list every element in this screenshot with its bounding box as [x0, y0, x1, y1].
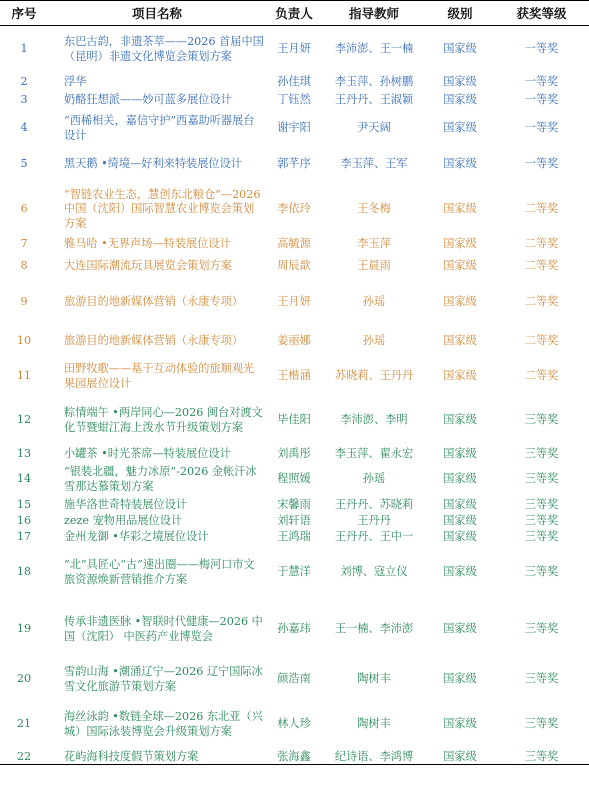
cell-advisor: 李沛澎、李明 [340, 413, 408, 427]
cell-number: 13 [16, 446, 32, 460]
cell-advisor: 孙瑶 [362, 333, 386, 347]
cell-person-in-charge: 于慧洋 [277, 565, 311, 579]
cell-person-in-charge: 王月妍 [277, 295, 311, 309]
cell-person-in-charge: 孙嘉玮 [277, 622, 311, 636]
cell-advisor: 王丹丹 [357, 513, 391, 527]
cell-person-in-charge: 高毓源 [277, 237, 311, 251]
cell-level: 国家级 [443, 717, 477, 731]
cell-award: 三等奖 [524, 472, 559, 486]
cell-level: 国家级 [443, 529, 477, 543]
cell-level: 国家级 [443, 42, 477, 56]
cell-level: 国家级 [443, 237, 477, 251]
table-row [0, 183, 589, 237]
cell-advisor: 王丹丹、王中一 [334, 529, 414, 543]
cell-person-in-charge: 王月妍 [277, 42, 311, 56]
table-row [0, 600, 589, 660]
cell-number: 7 [20, 237, 28, 251]
cell-person-in-charge: 王楷涵 [277, 369, 311, 383]
cell-project-name: “智链农业生态，慧创东北粮仓”—2026 中国（沈阳）国际智慧农业博览会策划方案 [64, 187, 261, 230]
cell-advisor: 李玉萍、孙树鹏 [334, 74, 414, 88]
cell-award: 三等奖 [524, 672, 559, 686]
cell-level: 国家级 [443, 446, 477, 460]
cell-award: 二等奖 [524, 202, 559, 216]
table-row [0, 253, 589, 281]
cell-number: 15 [16, 497, 32, 511]
cell-project-name: zeze 宠物用品展位设计 [64, 513, 183, 527]
cell-number: 3 [20, 93, 28, 107]
cell-advisor: 王晨雨 [357, 259, 391, 273]
table-row [0, 750, 589, 765]
cell-number: 9 [20, 295, 28, 309]
cell-person-in-charge: 林人珍 [277, 717, 311, 731]
table-row [0, 497, 589, 514]
cell-level: 国家级 [443, 565, 477, 579]
table-row [0, 529, 589, 546]
cell-level: 国家级 [443, 93, 477, 107]
cell-award: 一等奖 [524, 42, 559, 56]
cell-person-in-charge: 宋馨雨 [277, 497, 311, 511]
cell-award: 三等奖 [524, 622, 559, 636]
cell-level: 国家级 [443, 74, 477, 88]
cell-person-in-charge: 李依玲 [277, 202, 311, 216]
header-person-in-charge: 负责人 [266, 1, 322, 26]
cell-level: 国家级 [443, 259, 477, 273]
table-row [0, 700, 589, 750]
cell-number: 21 [16, 717, 32, 731]
cell-person-in-charge: 刘禹彤 [277, 446, 311, 460]
cell-level: 国家级 [443, 622, 477, 636]
table-row [0, 546, 589, 600]
cell-number: 20 [16, 672, 32, 686]
cell-project-name: 黑天鹅 •绮境—好利来特装展位设计 [64, 157, 242, 171]
cell-person-in-charge: 颜浩南 [277, 672, 311, 686]
cell-project-name: 奶酪狂想派——妙可蓝多展位设计 [64, 93, 232, 107]
table-row [0, 446, 589, 463]
table-row [0, 26, 589, 74]
cell-award: 一等奖 [524, 121, 559, 135]
cell-person-in-charge: 毕佳阳 [277, 413, 311, 427]
cell-level: 国家级 [443, 672, 477, 686]
cell-project-name: 小罐茶 •时光茶席—特装展位设计 [64, 446, 231, 460]
table-row [0, 147, 589, 183]
header-level: 级别 [426, 1, 494, 26]
cell-project-name: 粽情端午 •两岸同心—2026 闽台对渡文化节暨蚶江海上泼水节升级策划方案 [64, 405, 263, 434]
cell-person-in-charge: 谢宇阳 [277, 121, 311, 135]
cell-level: 国家级 [443, 413, 477, 427]
cell-level: 国家级 [443, 157, 477, 171]
cell-award: 三等奖 [524, 446, 559, 460]
table-row [0, 91, 589, 111]
header-number: 序号 [0, 1, 48, 26]
cell-project-name: “银装北疆，魅力冰原”-2026 金帐汗冰雪那达慕策划方案 [64, 464, 257, 493]
table-row [0, 281, 589, 325]
cell-project-name: 金州龙御 •华彩之境展位设计 [64, 529, 209, 543]
cell-advisor: 王丹丹、苏晓莉 [334, 497, 414, 511]
cell-project-name: 施华洛世奇特装展位设计 [64, 497, 188, 511]
cell-advisor: 纪诗语、李鸿博 [322, 750, 426, 765]
cell-award: 三等奖 [524, 565, 559, 579]
cell-award: 三等奖 [524, 717, 559, 731]
cell-project-name: 田野牧歌——基于互动体验的旅顺观光果园展位设计 [64, 361, 255, 390]
header-award: 获奖等级 [494, 1, 589, 26]
cell-award: 一等奖 [524, 74, 559, 88]
cell-number: 17 [16, 529, 32, 543]
cell-project-name: 花屿海科技度假节策划方案 [48, 750, 266, 765]
cell-advisor: 陶树丰 [357, 717, 391, 731]
cell-award: 二等奖 [524, 369, 559, 383]
table-row [0, 74, 589, 91]
cell-project-name: 传承非遗医脉 •智联时代健康—2026 中国（沈阳） 中医药产业博览会 [64, 614, 263, 643]
cell-person-in-charge: 周辰歆 [277, 259, 311, 273]
cell-project-name: “西稀相关，嘉信守护”西嘉助听器展台设计 [64, 113, 255, 142]
cell-award: 三等奖 [524, 413, 559, 427]
header-advisor: 指导教师 [322, 1, 426, 26]
cell-award: 三等奖 [524, 497, 559, 511]
cell-advisor: 孙瑶 [362, 295, 386, 309]
cell-number: 1 [20, 42, 28, 56]
header-project-name: 项目名称 [48, 1, 266, 26]
cell-project-name: 海丝泳韵 •数链全球—2026 东北亚（兴城）国际泳装博览会升级策划方案 [64, 709, 263, 738]
cell-level: 国家级 [443, 369, 477, 383]
cell-advisor: 孙瑶 [362, 472, 386, 486]
cell-level: 国家级 [443, 513, 477, 527]
cell-project-name: 旅游目的地新媒体营销（永康专项） [64, 295, 244, 309]
table-row [0, 463, 589, 497]
cell-number: 4 [20, 121, 28, 135]
cell-level: 国家级 [443, 202, 477, 216]
cell-person-in-charge: 刘轩语 [277, 513, 311, 527]
cell-award: 三等奖 [524, 513, 559, 527]
cell-person-in-charge: 孙佳琪 [277, 74, 311, 88]
table-row [0, 358, 589, 396]
cell-number: 5 [20, 157, 28, 171]
cell-advisor: 苏晓莉、王丹丹 [334, 369, 414, 383]
cell-award: 二等奖 [524, 333, 559, 347]
cell-advisor: 陶树丰 [357, 672, 391, 686]
table-row [0, 237, 589, 253]
cell-person-in-charge: 张海鑫 [266, 750, 322, 765]
cell-number: 2 [20, 74, 28, 88]
cell-number: 19 [16, 622, 32, 636]
table-row [0, 325, 589, 358]
table-row [0, 514, 589, 529]
cell-advisor: 尹天阔 [357, 121, 391, 135]
cell-level: 国家级 [443, 121, 477, 135]
cell-award: 二等奖 [524, 295, 559, 309]
cell-advisor: 刘博、寇立仪 [340, 565, 408, 579]
cell-person-in-charge: 郭芊序 [277, 157, 311, 171]
table-row [0, 396, 589, 446]
cell-award: 二等奖 [524, 237, 559, 251]
cell-number: 14 [16, 472, 32, 486]
cell-project-name: 东巴古韵，非遗茶萃——2026 首届中国（昆明）非遗文化博览会策划方案 [64, 35, 264, 63]
cell-advisor: 王丹丹、王淑颖 [334, 93, 414, 107]
cell-advisor: 李玉萍、王军 [340, 157, 408, 171]
cell-advisor: 王冬梅 [357, 202, 391, 216]
cell-person-in-charge: 王鸿瑞 [277, 529, 311, 543]
table-row [0, 660, 589, 700]
cell-advisor: 李玉萍 [357, 237, 391, 251]
cell-level: 国家级 [426, 750, 494, 765]
cell-number: 11 [16, 369, 32, 383]
cell-advisor: 李玉萍、翟永宏 [334, 446, 414, 460]
cell-level: 国家级 [443, 295, 477, 309]
cell-project-name: 浮华 [64, 74, 87, 88]
cell-project-name: “北”具匠心“古”速出圈——梅河口市文旅资源焕新营销推介方案 [64, 557, 255, 586]
cell-number: 6 [20, 202, 28, 216]
cell-number: 12 [16, 413, 32, 427]
cell-award: 一等奖 [524, 157, 559, 171]
cell-advisor: 李沛澎、王一楠 [334, 42, 414, 56]
cell-award: 一等奖 [524, 93, 559, 107]
header-row [0, 1, 589, 26]
cell-level: 国家级 [443, 497, 477, 511]
cell-level: 国家级 [443, 472, 477, 486]
cell-advisor: 王一楠、李沛澎 [334, 622, 414, 636]
cell-number: 18 [16, 565, 32, 579]
cell-award: 三等奖 [494, 750, 589, 765]
cell-person-in-charge: 丁钰然 [277, 93, 311, 107]
cell-number: 10 [16, 333, 32, 347]
cell-number: 16 [16, 513, 32, 527]
table-row [0, 111, 589, 147]
cell-level: 国家级 [443, 333, 477, 347]
cell-project-name: 旅游目的地新媒体营销（永康专项） [64, 333, 244, 347]
cell-project-name: 雅马哈 •无界声场—特装展位设计 [64, 237, 231, 251]
cell-number: 8 [20, 259, 28, 273]
cell-award: 三等奖 [524, 529, 559, 543]
cell-person-in-charge: 姜丽娜 [277, 333, 311, 347]
cell-project-name: 雪韵山海 •潮涌辽宁—2026 辽宁国际冰雪文化旅游节策划方案 [64, 664, 263, 693]
cell-person-in-charge: 程照媛 [277, 472, 311, 486]
cell-number: 22 [0, 750, 48, 765]
cell-award: 二等奖 [524, 259, 559, 273]
cell-project-name: 大连国际潮流玩具展览会策划方案 [64, 259, 232, 273]
